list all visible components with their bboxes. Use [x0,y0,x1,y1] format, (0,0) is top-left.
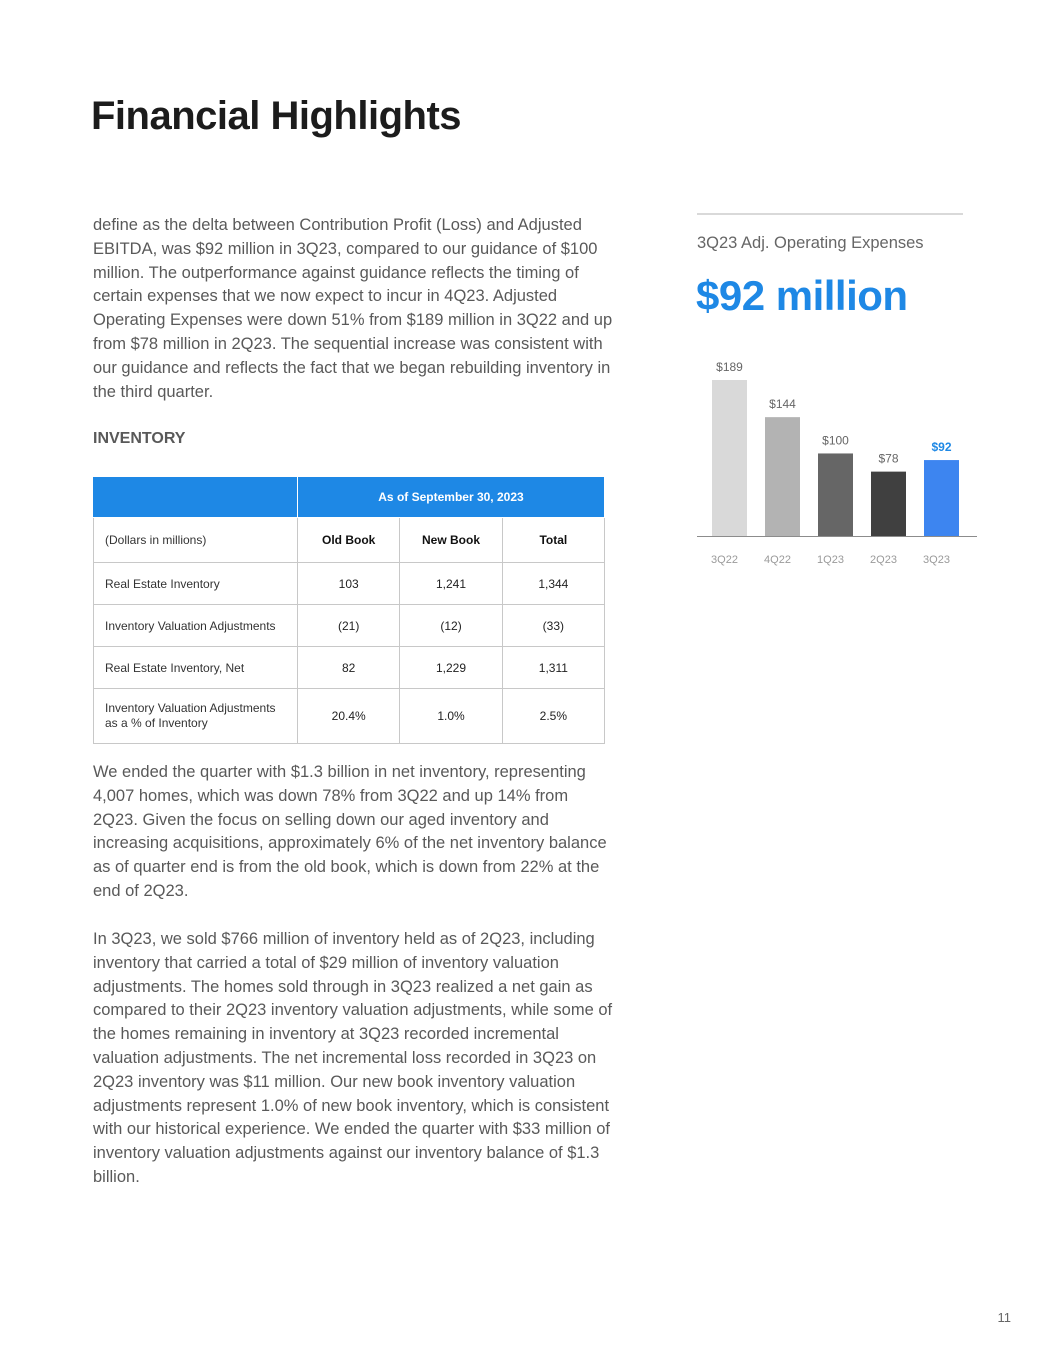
row-label: Real Estate Inventory, Net [94,647,298,689]
opex-bar-chart [697,350,979,580]
chart-bar-3q23 [924,460,959,536]
row-label [94,689,298,744]
table-banner-row [94,477,605,518]
chart-bar-3q22 [712,380,747,536]
table-row [94,689,605,744]
inventory-sales-paragraph: In 3Q23, we sold $766 million of inventory held as of 2Q23, including inventory that carried a total of $29 million of inventory valuation adjustments. The homes sold through in 3Q23 realized a net gain as compared to their 2Q23 inventory valuation adjustments, while some of the homes remaining in inventory at 3Q23 recorded incremental valuation adjustments. The net incremental loss recorded in 3Q23 on 2Q23 inventory was $11 million. Our new book inventory valuation adjustments represent 1.0% of new book inventory, which is consistent with our historical experience. We ended the quarter with $33 million of inventory valuation adjustments against our inventory balance of $1.3 billion. [93,930,613,1186]
row-label-line-2: as a % of Inventory [105,716,208,730]
cell-total: 2.5% [502,689,604,744]
chart-caption: 3Q23 Adj. Operating Expenses [697,234,924,252]
page-title: Financial Highlights [91,94,462,138]
table-header-label: (Dollars in millions) [94,518,298,563]
chart-bar-4q22 [765,417,800,536]
column-header-old-book: Old Book [297,518,399,563]
cell-old-book: 103 [297,563,399,605]
chart-data-label-3q22: $189 [716,360,743,374]
cell-total: 1,344 [502,563,604,605]
cell-old-book: 20.4% [297,689,399,744]
row-label-line-1: Inventory Valuation Adjustments [105,701,276,715]
row-label: Real Estate Inventory [94,563,298,605]
chart-x-tick-3q22: 3Q22 [711,554,738,566]
chart-bar-2q23 [871,472,906,536]
inventory-heading: INVENTORY [93,430,186,447]
chart-x-tick-2q23: 2Q23 [870,554,897,566]
cell-new-book: 1,229 [400,647,502,689]
chart-data-label-2q23: $78 [878,451,899,466]
page-number: 11 [997,1310,1011,1325]
cell-old-book: (21) [297,605,399,647]
table-banner-spacer [94,477,298,518]
cell-old-book: 82 [297,647,399,689]
row-label: Inventory Valuation Adjustments [94,605,298,647]
chart-divider [697,213,963,215]
cell-new-book: (12) [400,605,502,647]
chart-data-label-1q23: $100 [822,433,849,448]
cell-new-book: 1,241 [400,563,502,605]
chart-x-tick-3q23: 3Q23 [923,554,950,566]
chart-data-label-3q23: $92 [931,440,952,455]
inventory-table [93,476,605,744]
column-header-new-book: New Book [400,518,502,563]
chart-x-tick-1q23: 1Q23 [817,554,844,566]
cell-total: (33) [502,605,604,647]
table-banner: As of September 30, 2023 [297,477,604,518]
chart-headline-value: $92 million [696,272,908,319]
table-row [94,647,605,689]
inventory-summary-paragraph: We ended the quarter with $1.3 billion in net inventory, representing 4,007 homes, which was down 78% from 3Q22 and up 14% from 2Q23. Given the focus on selling down our aged inventory and increasing acquisitions, approximately 6% of the net inventory balance as of quarter end is from the old book, which is down from 22% at the end of 2Q23. [93,763,607,900]
cell-total: 1,311 [502,647,604,689]
chart-bar-1q23 [818,453,853,536]
column-header-total: Total [502,518,604,563]
chart-data-label-4q22: $144 [769,397,796,412]
table-row [94,605,605,647]
cell-new-book: 1.0% [400,689,502,744]
chart-x-tick-4q22: 4Q22 [764,554,791,566]
intro-paragraph: define as the delta between Contribution Profit (Loss) and Adjusted EBITDA, was $92 million in 3Q23, compared to our guidance of $100 million. The outperformance against guidance reflects the timing of certain expenses that we now expect to incur in 4Q23. Adjusted Operating Expenses were down 51% from $189 million in 3Q22 and up from $78 million in 2Q23. The sequential increase was consistent with our guidance and reflects the fact that we began rebuilding inventory in the third quarter. [93,216,613,401]
table-row [94,563,605,605]
table-header-row [94,518,605,563]
